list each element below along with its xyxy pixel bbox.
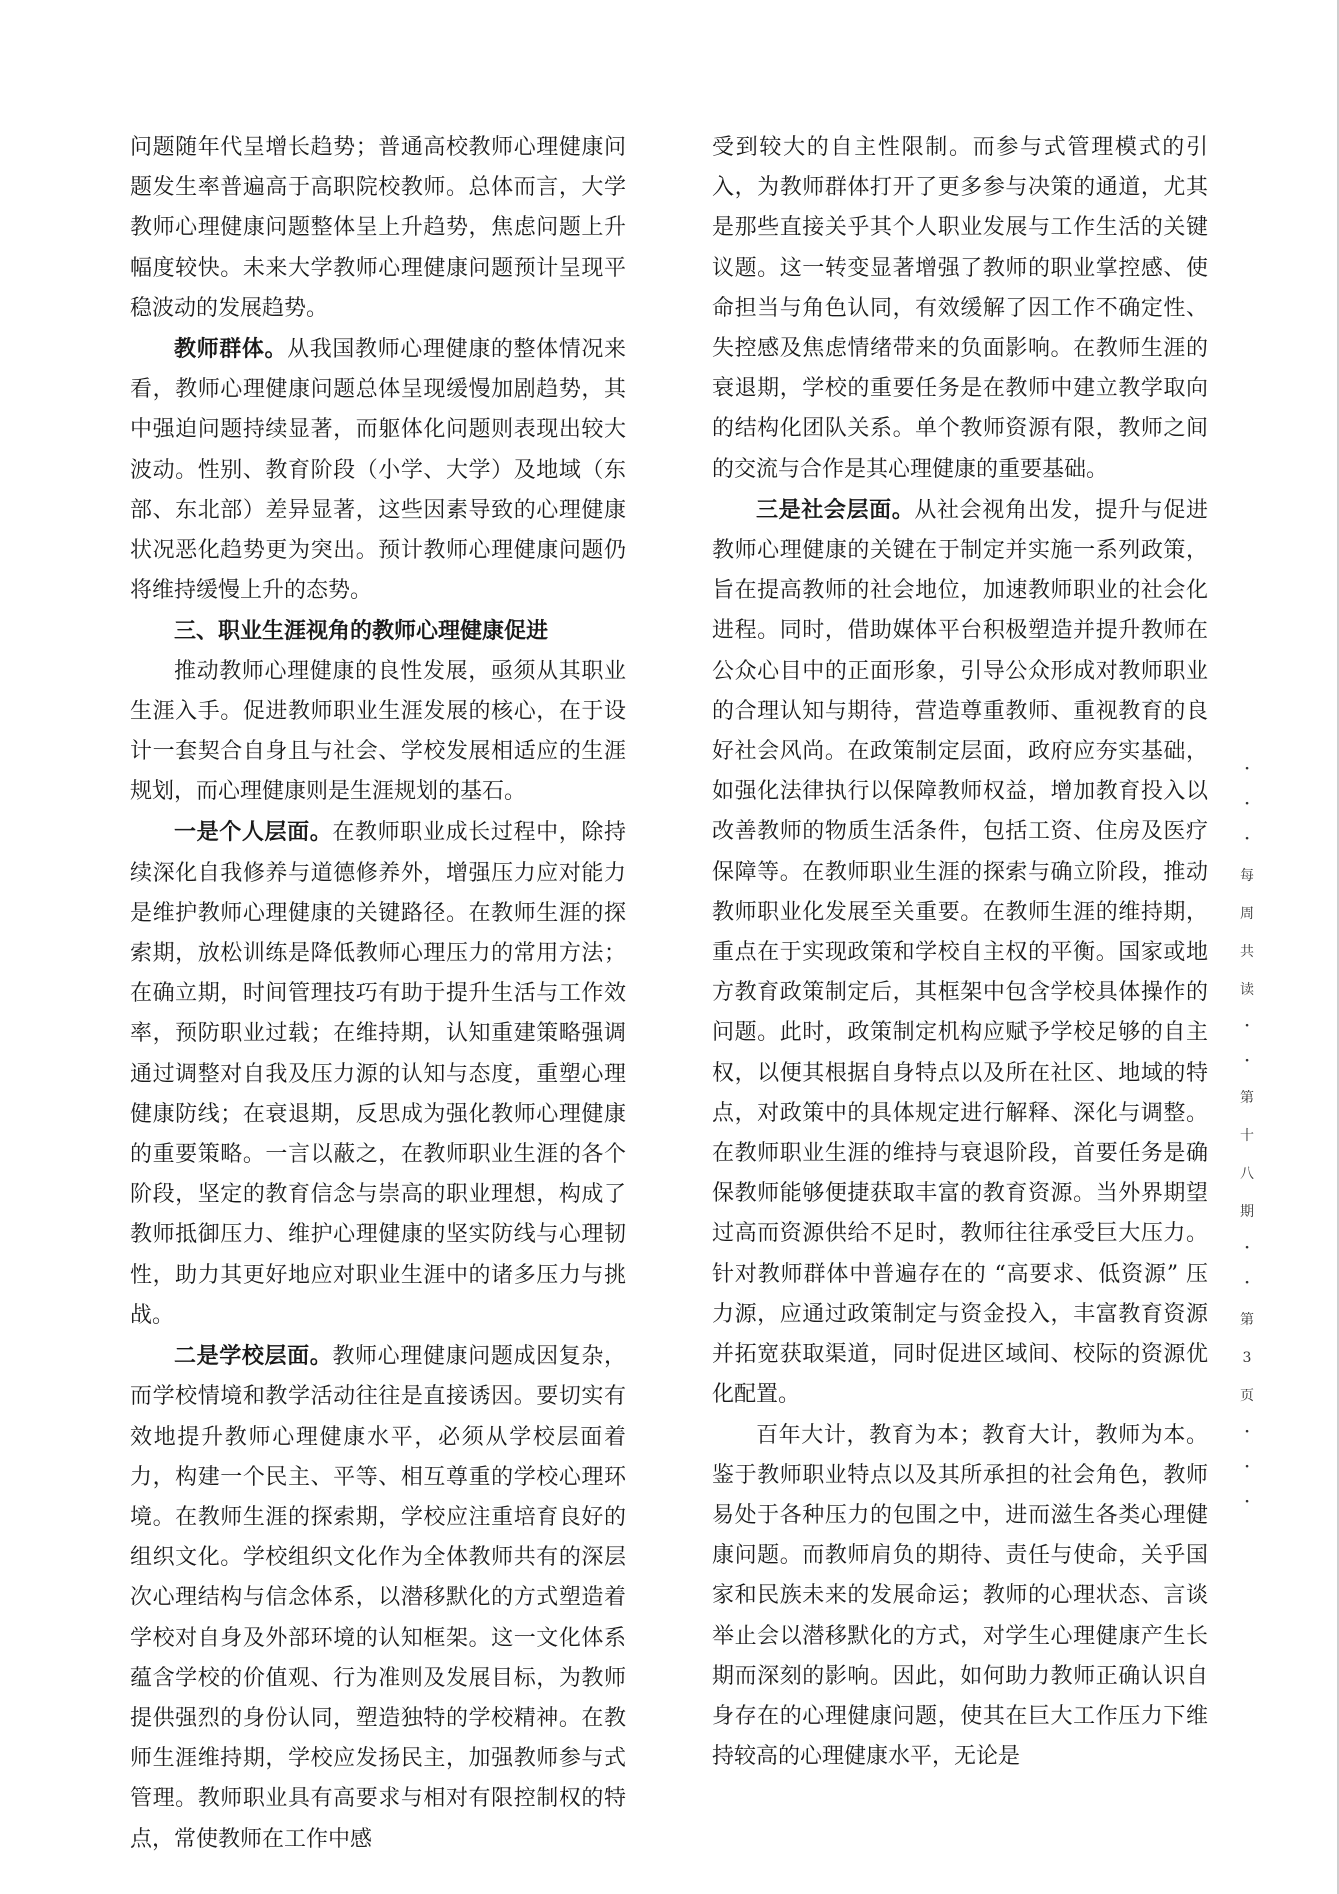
margin-char: 十 [1240, 1128, 1254, 1144]
margin-dot: · [1244, 796, 1250, 812]
margin-char: 读 [1240, 982, 1254, 998]
paragraph-body: 在教师职业成长过程中，除持续深化自我修养与道德修养外，增强压力应对能力是维护教师心理健康的关键路径。在教师生涯的探索期，放松训练是降低教师心理压力的常用方法；在确立期，时间管理技巧有助于提升生活与工作效率，预防职业过载；在维持期，认知重建策略强调通过调整对自我及压力源的认知与态度，重塑心理健康防线；在衰退期，反思成为强化教师心理健康的重要策略。一言以蔽之，在教师职业生涯的各个阶段，坚定的教育信念与崇高的职业理想，构成了教师抵御压力、维护心理健康的坚实防线与心理韧性，助力其更好地应对职业生涯中的诸多压力与挑战。 [130, 820, 626, 1328]
margin-dot: · [1244, 761, 1250, 777]
margin-char: 期 [1240, 1204, 1254, 1220]
paragraph: 百年大计，教育为本；教育大计，教师为本。鉴于教师职业特点以及其所承担的社会角色，教师易处于各种压力的包围之中，进而滋生各类心理健康问题。而教师肩负的期待、责任与使命，关乎国家和民族未来的发展命运；教师的心理状态、言谈举止会以潜移默化的方式，对学生心理健康产生长期而深刻的影响。因此，如何助力教师正确认识自身存在的心理健康问题，使其在巨大工作压力下维持较高的心理健康水平，无论是 [712, 1422, 1208, 1770]
paragraph-lead: 一是个人层面。 [174, 819, 333, 846]
margin-dot: · [1244, 1240, 1250, 1256]
margin-char: 八 [1240, 1166, 1254, 1182]
paragraph: 受到较大的自主性限制。而参与式管理模式的引入，为教师群体打开了更多参与决策的通道，尤其是那些直接关乎其个人职业发展与工作生活的关键议题。这一转变显著增强了教师的职业掌控感、使命担当与角色认同，有效缓解了因工作不确定性、失控感及焦虑情绪带来的负面影响。在教师生涯的衰退期，学校的重要任务是在教师中建立教学取向的结构化团队关系。单个教师资源有限，教师之间的交流与合作是其心理健康的重要基础。 [712, 135, 1208, 482]
margin-dot: · [1244, 1053, 1250, 1069]
paragraph: 问题随年代呈增长趋势；普通高校教师心理健康问题发生率普遍高于高职院校教师。总体而言，大学教师心理健康问题整体呈上升趋势，焦虑问题上升幅度较快。未来大学教师心理健康问题预计呈现平稳波动的发展趋势。 [130, 135, 626, 321]
paragraph [712, 490, 1208, 1416]
margin-dot: · [1244, 1018, 1250, 1034]
paragraph [130, 1336, 626, 1860]
margin-dot: · [1244, 1459, 1250, 1475]
margin-char: 每 [1240, 868, 1254, 884]
paragraph-body: 教师心理健康问题成因复杂，而学校情境和教学活动往往是直接诱因。要切实有效地提升教师心理健康水平，必须从学校层面着力，构建一个民主、平等、相互尊重的学校心理环境。在教师生涯的探索期，学校应注重培育良好的组织文化。学校组织文化作为全体教师共有的深层次心理结构与信念体系，以潜移默化的方式塑造着学校对自身及外部环境的认知框架。这一文化体系蕴含学校的价值观、行为准则及发展目标，为教师提供强烈的身份认同，塑造独特的学校精神。在教师生涯维持期，学校应发扬民主，加强教师参与式管理。教师职业具有高要求与相对有限控制权的特点，常使教师在工作中感 [130, 1344, 626, 1852]
margin-dot: · [1244, 1275, 1250, 1291]
margin-char: 共 [1240, 944, 1254, 960]
margin-char: 3 [1242, 1350, 1252, 1366]
paragraph [130, 329, 626, 611]
paragraph-body: 从社会视角出发，提升与促进教师心理健康的关键在于制定并实施一系列政策，旨在提高教师的社会地位，加速教师职业的社会化进程。同时，借助媒体平台积极塑造并提升教师在公众心目中的正面形象，引导公众形成对教师职业的合理认知与期待，营造尊重教师、重视教育的良好社会风尚。在政策制定层面，政府应夯实基础，如强化法律执行以保障教师权益，增加教育投入以改善教师的物质生活条件，包括工资、住房及医疗保障等。在教师职业生涯的探索与确立阶段，推动教师职业化发展至关重要。在教师生涯的维持期，重点在于实现政策和学校自主权的平衡。国家或地方教育政策制定后，其框架中包含学校具体操作的问题。此时，政策制定机构应赋予学校足够的自主权，以便其根据自身特点以及所在社区、地域的特点，对政策中的具体规定进行解释、深化与调整。在教师职业生涯的维持与衰退阶段，首要任务是确保教师能够便捷获取丰富的教育资源。当外界期望过高而资源供给不足时，教师往往承受巨大压力。针对教师群体中普遍存在的 “高要求、低资源” 压力源，应通过政策制定与资金投入，丰富教育资源并拓宽获取渠道，同时促进区域间、校际的资源优化配置。 [712, 497, 1208, 1408]
paragraph [130, 812, 626, 1336]
margin-char: 页 [1240, 1388, 1254, 1404]
paragraph-lead: 三是社会层面。 [756, 496, 915, 523]
paragraph-body: 从我国教师心理健康的整体情况来看，教师心理健康问题总体呈现缓慢加剧趋势，其中强迫问题持续显著，而躯体化问题则表现出较大波动。性别、教育阶段（小学、大学）及地域（东部、东北部）差异显著，这些因素导致的心理健康状况恶化趋势更为突出。预计教师心理健康问题仍将维持缓慢上升的态势。 [130, 337, 626, 604]
margin-char: 第 [1240, 1090, 1254, 1106]
margin-char: 周 [1240, 906, 1254, 922]
margin-label [1238, 752, 1256, 1520]
paragraph-lead: 教师群体。 [174, 336, 288, 363]
paragraph-lead: 二是学校层面。 [174, 1343, 333, 1370]
paragraph: 推动教师心理健康的良性发展，亟须从其职业生涯入手。促进教师职业生涯发展的核心，在于设计一套契合自身且与社会、学校发展相适应的生涯规划，而心理健康则是生涯规划的基石。 [130, 658, 626, 805]
margin-dot: · [1244, 831, 1250, 847]
margin-char: 第 [1240, 1312, 1254, 1328]
margin-dot: · [1244, 1424, 1250, 1440]
right-column [712, 128, 1208, 1777]
left-column [130, 128, 626, 1860]
margin-dot: · [1244, 1494, 1250, 1510]
section-heading: 三、职业生涯视角的教师心理健康促进 [174, 618, 549, 645]
